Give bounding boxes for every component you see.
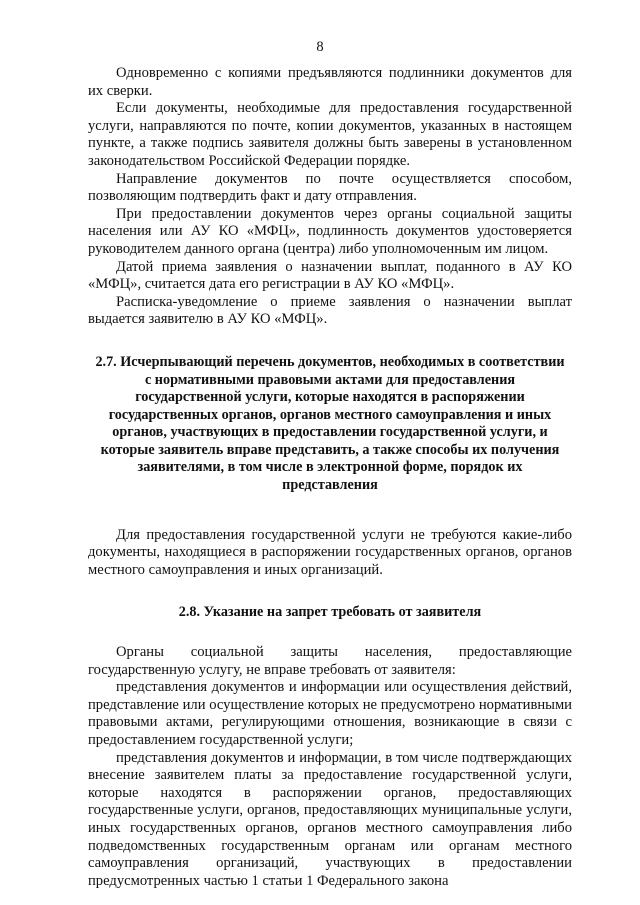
paragraph-authenticity: При предоставлении документов через органы социальной защиты населения или АУ КО «МФЦ», подлинность документов удостоверяется руководителем данного органа (центра) либо уполномоченным им лицом. <box>88 205 572 257</box>
section-2-8-paragraph-actions: представления документов и информации или осуществления действий, представление или осуществление которых не предусмотрено нормативными правовыми актами, регулирующими отношения, возникающие в связи с предоставлением государственной услуги; <box>88 679 572 748</box>
paragraph-mail-copies: Если документы, необходимые для предоставления государственной услуги, направляются по почте, копии документов, указанных в настоящем пункте, а также подпись заявителя должны быть заверены в установленном законодательством Российской Федерации порядке. <box>88 100 572 169</box>
section-2-7-heading: 2.7. Исчерпывающий перечень документов, необходимых в соответствии с нормативными правовыми актами для предоставления государственной услуги, которые находятся в распоряжении государственных органов, органов местного самоуправления и иных органов, участвующих в предоставлении государственной услуги, и которые заявитель вправе представить, а также способы их получения заявителями, в том числе в электронной форме, порядок их представления <box>95 353 565 494</box>
paragraph-receipt-notice: Расписка-уведомление о приеме заявления о назначении выплат выдается заявителю в АУ КО «МФЦ». <box>88 293 572 328</box>
section-2-7-paragraph: Для предоставления государственной услуги не требуются какие-либо документы, находящиеся в распоряжении государственных органов, органов местного самоуправления и иных организаций. <box>88 526 572 578</box>
section-2-8-paragraph-intro: Органы социальной защиты населения, предоставляющие государственную услугу, не вправе требовать от заявителя: <box>88 644 572 678</box>
page-content <box>88 65 572 890</box>
paragraph-receipt-date: Датой приема заявления о назначении выплат, поданного в АУ КО «МФЦ», считается дата его регистрации в АУ КО «МФЦ». <box>88 258 572 293</box>
paragraph-mail-method: Направление документов по почте осуществляется способом, позволяющим подтвердить факт и дату отправления. <box>88 170 572 205</box>
paragraph-originals: Одновременно с копиями предъявляются подлинники документов для их сверки. <box>88 65 572 99</box>
section-2-8-heading: 2.8. Указание на запрет требовать от заявителя <box>178 604 482 621</box>
section-2-8-paragraph-documents: представления документов и информации, в том числе подтверждающих внесение заявителем платы за предоставление государственной услуги, которые находятся в распоряжении органов, предоставляющих государственные услуги, органов, предоставляющих муниципальные услуги, иных государственных органов, органов местного самоуправления либо подведомственных государственным органам или органам местного самоуправления организаций, участвующих в предоставлении предусмотренных частью 1 статьи 1 Федерального закона <box>88 749 572 889</box>
page-number: 8 <box>316 39 324 55</box>
